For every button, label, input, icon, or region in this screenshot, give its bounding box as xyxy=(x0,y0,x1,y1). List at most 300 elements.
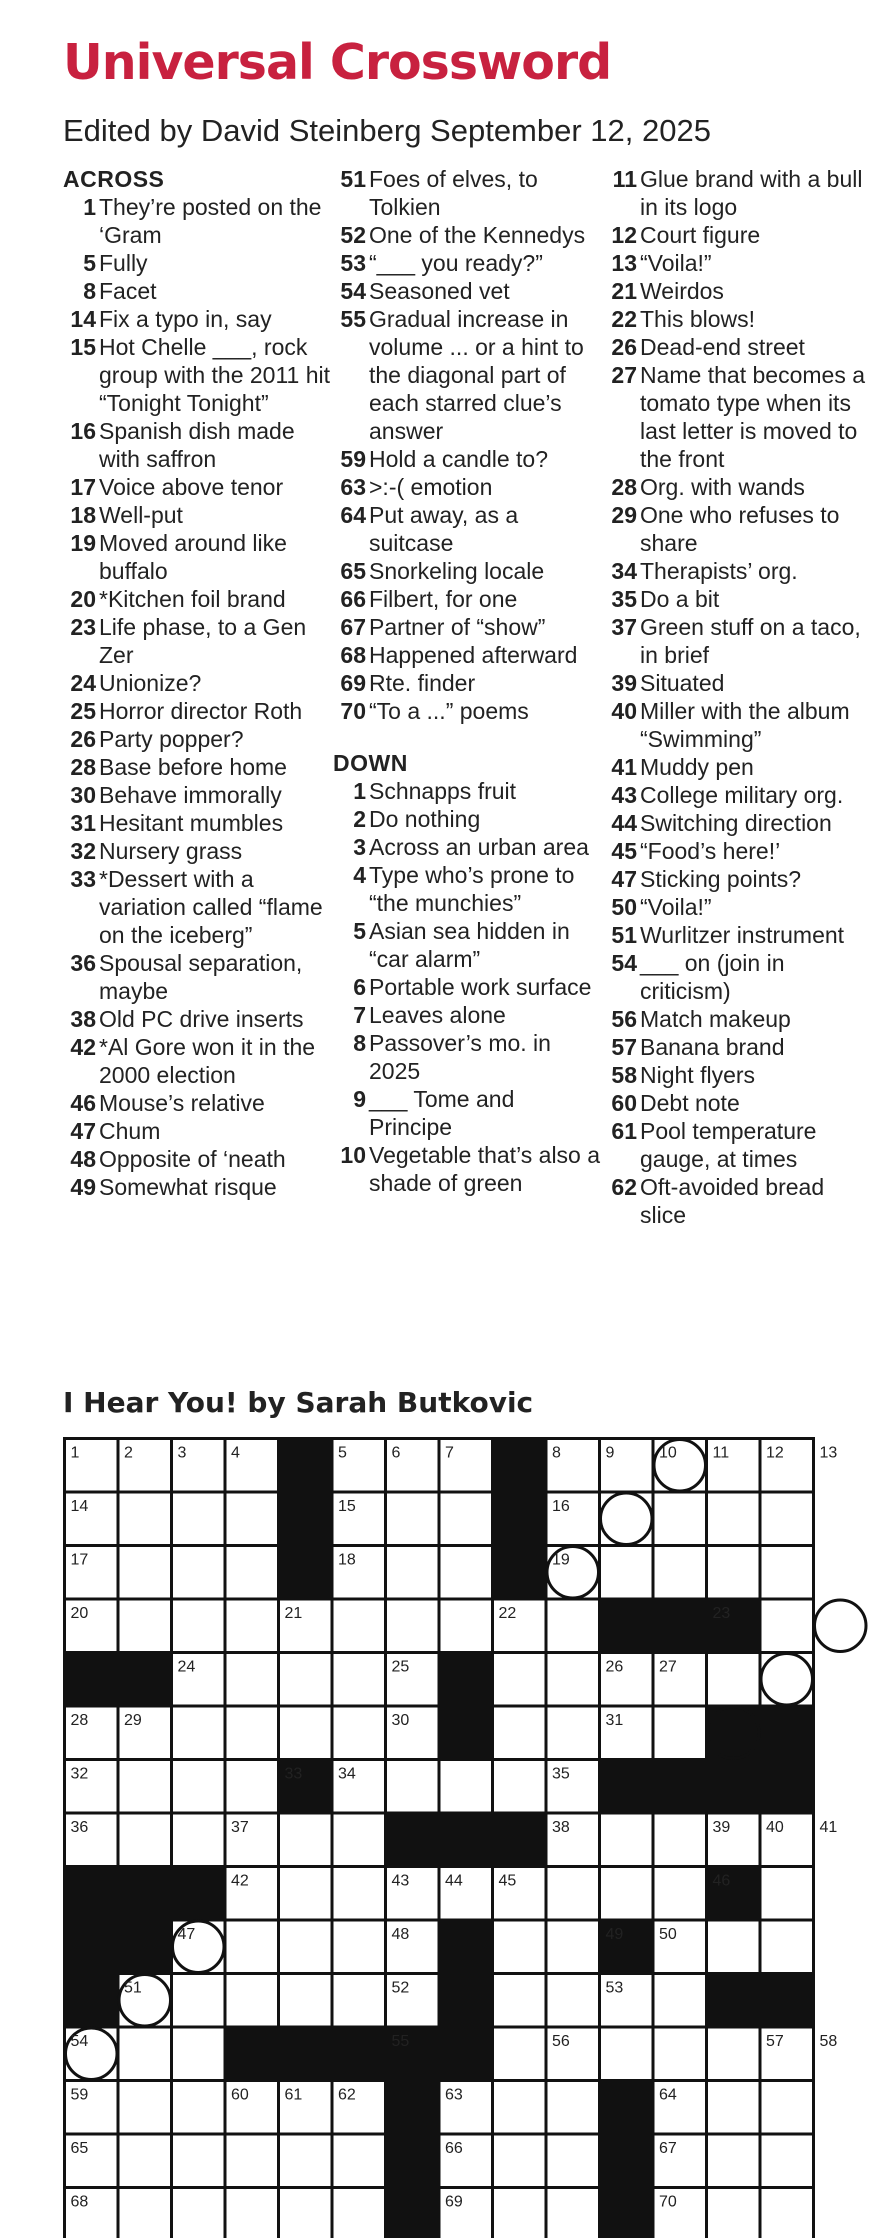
grid-cell[interactable] xyxy=(493,2027,547,2081)
grid-cell[interactable] xyxy=(707,1492,761,1546)
clue-text: Oft-avoided bread slice xyxy=(640,1174,825,1228)
grid-cell[interactable] xyxy=(653,1706,707,1760)
clue-text: Do a bit xyxy=(640,586,720,612)
clue-text: “To a ...” poems xyxy=(369,698,529,724)
clue-text: Life phase, to a Gen Zer xyxy=(99,614,307,668)
black-square xyxy=(279,1492,333,1546)
cell-number: 1 xyxy=(70,1444,80,1462)
grid-cell[interactable] xyxy=(760,1867,814,1921)
down-clue[interactable] xyxy=(604,865,871,893)
down-clue[interactable] xyxy=(333,1029,603,1085)
grid-cell[interactable] xyxy=(493,1653,547,1707)
clue-number: 43 xyxy=(611,782,637,808)
across-clue[interactable] xyxy=(333,305,603,445)
black-square xyxy=(707,1974,761,2028)
grid-cell[interactable] xyxy=(118,1813,172,1867)
clue-text: ___ on (join in criticism) xyxy=(640,950,785,1004)
clue-number: 1 xyxy=(83,194,96,220)
grid-cell[interactable] xyxy=(546,2188,600,2238)
clue-number: 69 xyxy=(340,670,366,696)
grid-cell[interactable] xyxy=(386,1492,440,1546)
clue-text: Mouse’s relative xyxy=(99,1090,265,1116)
down-clue[interactable] xyxy=(333,861,603,917)
clue-text: Do nothing xyxy=(369,806,481,832)
grid-cell[interactable] xyxy=(332,1920,386,1974)
grid-cell[interactable] xyxy=(172,1760,226,1814)
clue-text: Banana brand xyxy=(640,1034,785,1060)
down-clue[interactable] xyxy=(333,917,603,973)
cell-number: 45 xyxy=(498,1872,517,1890)
grid-cell[interactable] xyxy=(279,1813,333,1867)
across-clue[interactable] xyxy=(63,809,333,837)
grid-cell[interactable] xyxy=(386,1760,440,1814)
grid-cell[interactable] xyxy=(279,2134,333,2188)
grid-cell[interactable] xyxy=(225,1974,279,2028)
grid-cell[interactable] xyxy=(707,1920,761,1974)
cell-number: 8 xyxy=(552,1444,561,1462)
cell-number: 13 xyxy=(819,1444,838,1462)
down-clue[interactable] xyxy=(604,557,871,585)
grid-cell[interactable] xyxy=(707,2188,761,2238)
across-clue[interactable] xyxy=(63,949,333,1005)
down-clue[interactable] xyxy=(604,249,871,277)
cell-number: 10 xyxy=(659,1444,677,1462)
grid-cell[interactable] xyxy=(546,1653,600,1707)
across-clue[interactable] xyxy=(333,669,603,697)
grid-cell[interactable] xyxy=(707,1546,761,1600)
grid-cell[interactable] xyxy=(118,2134,172,2188)
down-clue[interactable] xyxy=(604,809,871,837)
clue-number: 68 xyxy=(340,642,366,668)
across-clue[interactable] xyxy=(333,165,603,221)
clue-number: 25 xyxy=(70,698,96,724)
down-clue[interactable] xyxy=(604,781,871,809)
grid-cell[interactable] xyxy=(439,1492,493,1546)
clue-number: 8 xyxy=(353,1030,366,1056)
down-clue[interactable] xyxy=(333,973,603,1001)
clue-number: 13 xyxy=(611,250,637,276)
across-list-part-1 xyxy=(63,193,333,1201)
down-list-part-1 xyxy=(333,777,603,1197)
across-clue[interactable] xyxy=(63,305,333,333)
clue-number: 58 xyxy=(611,1062,637,1088)
grid-cell[interactable] xyxy=(760,1920,814,1974)
clue-text: Gradual increase in volume ... or a hint to the diagonal part of each starred clue’s answer xyxy=(369,306,584,444)
cell-number: 24 xyxy=(177,1658,196,1676)
cell-number: 23 xyxy=(712,1605,731,1622)
cell-number: 61 xyxy=(284,2086,303,2104)
grid-cell[interactable] xyxy=(279,2188,333,2238)
grid-cell[interactable] xyxy=(225,1546,279,1600)
clue-text: Across an urban area xyxy=(369,834,589,860)
grid-cell[interactable] xyxy=(653,1813,707,1867)
black-square xyxy=(279,2027,333,2081)
down-clue[interactable] xyxy=(333,1085,603,1141)
grid-cell[interactable] xyxy=(172,2081,226,2135)
down-clue[interactable] xyxy=(604,697,871,753)
across-clue[interactable] xyxy=(63,697,333,725)
grid-cell[interactable] xyxy=(546,1920,600,1974)
black-square xyxy=(493,1546,547,1600)
grid-cell[interactable] xyxy=(279,1706,333,1760)
down-clue[interactable] xyxy=(604,305,871,333)
down-clue[interactable] xyxy=(604,277,871,305)
down-clue[interactable] xyxy=(333,805,603,833)
clue-text: “Food’s here!’ xyxy=(640,838,781,864)
grid-cell[interactable] xyxy=(493,2188,547,2238)
black-square xyxy=(279,1439,333,1493)
grid-cell[interactable] xyxy=(118,1760,172,1814)
across-clue[interactable] xyxy=(63,277,333,305)
across-clue[interactable] xyxy=(63,837,333,865)
clue-number: 17 xyxy=(70,474,96,500)
black-square xyxy=(65,1920,119,1974)
grid-cell[interactable] xyxy=(172,1813,226,1867)
clue-number: 2 xyxy=(353,806,366,832)
cell-number: 29 xyxy=(124,1712,142,1729)
cell-number: 46 xyxy=(712,1872,731,1890)
grid-cell[interactable] xyxy=(118,2188,172,2238)
black-square xyxy=(118,1920,172,1974)
across-clue[interactable] xyxy=(63,529,333,585)
down-clue[interactable] xyxy=(604,585,871,613)
across-clue[interactable] xyxy=(333,557,603,585)
down-clue[interactable] xyxy=(333,833,603,861)
grid-cell[interactable] xyxy=(760,1492,814,1546)
clue-number: 29 xyxy=(611,502,637,528)
clue-number: 55 xyxy=(340,306,366,332)
black-square xyxy=(332,2027,386,2081)
grid-cell[interactable] xyxy=(172,2188,226,2238)
clue-text: Wurlitzer instrument xyxy=(640,922,845,948)
cell-number: 69 xyxy=(445,2193,463,2211)
clue-number: 14 xyxy=(70,306,96,332)
clue-text: “Voila!” xyxy=(640,250,712,276)
across-clue[interactable] xyxy=(63,417,333,473)
down-clue[interactable] xyxy=(604,165,871,221)
clue-text: Party popper? xyxy=(99,726,244,752)
across-clue[interactable] xyxy=(63,725,333,753)
black-square xyxy=(600,2134,654,2188)
black-square xyxy=(172,1867,226,1921)
across-clue[interactable] xyxy=(63,1145,333,1173)
clue-text: Filbert, for one xyxy=(369,586,518,612)
across-list-part-2 xyxy=(333,165,603,725)
grid-cell[interactable] xyxy=(493,2081,547,2135)
across-clue[interactable] xyxy=(63,1089,333,1117)
across-clue[interactable] xyxy=(63,613,333,669)
grid-cell[interactable] xyxy=(172,2027,226,2081)
grid-cell[interactable] xyxy=(493,1760,547,1814)
grid-cell[interactable] xyxy=(439,1760,493,1814)
clue-text: Well-put xyxy=(99,502,183,528)
clue-number: 5 xyxy=(353,918,366,944)
black-square xyxy=(653,1760,707,1814)
across-clue[interactable] xyxy=(63,781,333,809)
across-clue[interactable] xyxy=(63,193,333,249)
grid-cell[interactable] xyxy=(439,1546,493,1600)
grid-cell[interactable] xyxy=(118,2027,172,2081)
across-clue[interactable] xyxy=(63,501,333,529)
clue-text: Asian sea hidden in “car alarm” xyxy=(369,918,570,972)
cell-number: 33 xyxy=(284,1765,303,1783)
clue-number: 50 xyxy=(611,894,637,920)
grid-cell[interactable] xyxy=(172,1492,226,1546)
grid-cell[interactable] xyxy=(225,1653,279,1707)
across-clue[interactable] xyxy=(333,249,603,277)
clue-number: 10 xyxy=(340,1142,366,1168)
across-clue[interactable] xyxy=(63,1117,333,1145)
cell-number: 9 xyxy=(605,1444,615,1462)
grid-cell[interactable] xyxy=(439,1599,493,1653)
clue-number: 44 xyxy=(611,810,637,836)
grid-cell[interactable] xyxy=(332,1974,386,2028)
black-square xyxy=(600,1760,654,1814)
cell-number: 38 xyxy=(552,1819,570,1836)
grid-cell[interactable] xyxy=(332,1706,386,1760)
clue-number: 54 xyxy=(611,950,637,976)
down-clue[interactable] xyxy=(604,1173,871,1229)
down-clue[interactable] xyxy=(604,221,871,249)
clue-text: Base before home xyxy=(99,754,287,780)
grid-cell[interactable] xyxy=(172,1599,226,1653)
across-clue[interactable] xyxy=(333,473,603,501)
down-clue[interactable] xyxy=(604,473,871,501)
grid-cell[interactable] xyxy=(546,1867,600,1921)
grid-cell[interactable] xyxy=(653,1867,707,1921)
grid-cell[interactable] xyxy=(707,2081,761,2135)
clue-number: 9 xyxy=(353,1086,366,1112)
clue-number: 39 xyxy=(611,670,637,696)
cell-number: 67 xyxy=(659,2140,677,2157)
grid-cell[interactable] xyxy=(653,1546,707,1600)
across-clue[interactable] xyxy=(333,585,603,613)
grid-cell[interactable] xyxy=(707,2134,761,2188)
grid-cell[interactable] xyxy=(707,2027,761,2081)
grid-cell[interactable] xyxy=(707,1653,761,1707)
down-clue[interactable] xyxy=(604,921,871,949)
circled-cell-marker xyxy=(815,1600,867,1652)
cell-number: 70 xyxy=(659,2193,677,2211)
down-clue[interactable] xyxy=(604,501,871,557)
down-clue[interactable] xyxy=(604,1061,871,1089)
clue-text: Put away, as a suitcase xyxy=(369,502,519,556)
across-clue[interactable] xyxy=(63,1005,333,1033)
cell-number: 26 xyxy=(605,1658,624,1676)
down-clue[interactable] xyxy=(604,949,871,1005)
editor-byline: Edited by David Steinberg September 12, 2025 xyxy=(63,113,711,148)
clue-number: 61 xyxy=(611,1118,637,1144)
grid-cell[interactable] xyxy=(760,1546,814,1600)
grid-cell[interactable] xyxy=(546,1706,600,1760)
grid-cell[interactable] xyxy=(493,1920,547,1974)
across-clue[interactable] xyxy=(333,613,603,641)
grid-cell[interactable] xyxy=(332,1653,386,1707)
down-clue[interactable] xyxy=(604,1033,871,1061)
across-clue[interactable] xyxy=(63,1173,333,1201)
clue-number: 52 xyxy=(340,222,366,248)
grid-cell[interactable] xyxy=(225,1599,279,1653)
grid-cell[interactable] xyxy=(600,1867,654,1921)
clue-text: Portable work surface xyxy=(369,974,592,1000)
clue-number: 37 xyxy=(611,614,637,640)
across-clue[interactable] xyxy=(333,277,603,305)
grid-cell[interactable] xyxy=(332,1599,386,1653)
clue-text: One who refuses to share xyxy=(640,502,840,556)
black-square xyxy=(118,1867,172,1921)
across-clue[interactable] xyxy=(333,641,603,669)
grid-cell[interactable] xyxy=(600,1813,654,1867)
down-clue[interactable] xyxy=(604,613,871,669)
cell-number: 48 xyxy=(391,1926,410,1943)
clue-number: 33 xyxy=(70,866,96,892)
clue-text: Spousal separation, maybe xyxy=(99,950,303,1004)
clue-number: 53 xyxy=(340,250,366,276)
grid-cell[interactable] xyxy=(653,1974,707,2028)
across-clue[interactable] xyxy=(63,585,333,613)
grid-cell[interactable] xyxy=(225,1920,279,1974)
grid-cell[interactable] xyxy=(172,1974,226,2028)
clue-number: 67 xyxy=(340,614,366,640)
grid-cell[interactable] xyxy=(279,1974,333,2028)
across-clue[interactable] xyxy=(333,501,603,557)
grid-cell[interactable] xyxy=(386,1546,440,1600)
grid-cell[interactable] xyxy=(172,2134,226,2188)
down-clue[interactable] xyxy=(604,1005,871,1033)
grid-cell[interactable] xyxy=(118,1492,172,1546)
clue-number: 38 xyxy=(70,1006,96,1032)
grid-cell[interactable] xyxy=(653,2027,707,2081)
clue-text: Sticking points? xyxy=(640,866,802,892)
clue-text: Hesitant mumbles xyxy=(99,810,284,836)
grid-cell[interactable] xyxy=(546,1974,600,2028)
grid-cell[interactable] xyxy=(332,2134,386,2188)
grid-cell[interactable] xyxy=(279,1653,333,1707)
grid-cell[interactable] xyxy=(600,2027,654,2081)
black-square xyxy=(118,1653,172,1707)
across-clue[interactable] xyxy=(63,865,333,949)
grid-cell[interactable] xyxy=(653,1492,707,1546)
across-clue[interactable] xyxy=(333,697,603,725)
grid-cell[interactable] xyxy=(279,1867,333,1921)
cell-number: 60 xyxy=(231,2086,249,2104)
black-square xyxy=(65,1867,119,1921)
clue-number: 46 xyxy=(70,1090,96,1116)
cell-number: 30 xyxy=(391,1712,410,1729)
clue-text: Schnapps fruit xyxy=(369,778,517,804)
clue-text: Voice above tenor xyxy=(99,474,284,500)
grid-cell[interactable] xyxy=(546,2081,600,2135)
across-clue[interactable] xyxy=(63,753,333,781)
grid-cell[interactable] xyxy=(760,2188,814,2238)
cell-number: 59 xyxy=(70,2086,89,2104)
clue-text: Nursery grass xyxy=(99,838,243,864)
down-clue[interactable] xyxy=(604,1117,871,1173)
across-clue[interactable] xyxy=(333,221,603,249)
down-clue[interactable] xyxy=(604,669,871,697)
clue-text: Pool temperature gauge, at times xyxy=(640,1118,817,1172)
cell-number: 51 xyxy=(124,1979,142,1997)
down-clue[interactable] xyxy=(333,1141,603,1197)
clue-number: 57 xyxy=(611,1034,637,1060)
clue-text: Partner of “show” xyxy=(369,614,546,640)
grid-cell[interactable] xyxy=(279,1920,333,1974)
grid-cell[interactable] xyxy=(225,2134,279,2188)
grid-cell[interactable] xyxy=(386,1599,440,1653)
across-clue[interactable] xyxy=(63,473,333,501)
across-clue[interactable] xyxy=(63,249,333,277)
down-clue[interactable] xyxy=(604,333,871,361)
grid-cell[interactable] xyxy=(760,1599,814,1653)
cell-number: 25 xyxy=(391,1658,410,1676)
grid-cell[interactable] xyxy=(600,1546,654,1600)
cell-number: 36 xyxy=(70,1819,89,1836)
grid-cell[interactable] xyxy=(546,1599,600,1653)
grid-cell[interactable] xyxy=(225,2188,279,2238)
cell-number: 27 xyxy=(659,1658,677,1676)
across-clue[interactable] xyxy=(63,1033,333,1089)
clue-number: 60 xyxy=(611,1090,637,1116)
across-clue[interactable] xyxy=(63,669,333,697)
clue-number: 32 xyxy=(70,838,96,864)
down-clue[interactable] xyxy=(604,361,871,473)
grid-cell[interactable] xyxy=(118,1599,172,1653)
grid-cell[interactable] xyxy=(546,2134,600,2188)
down-clue[interactable] xyxy=(604,837,871,865)
grid-cell[interactable] xyxy=(225,1706,279,1760)
clue-text: Moved around like buffalo xyxy=(99,530,287,584)
cell-number: 34 xyxy=(338,1765,356,1783)
grid-cell[interactable] xyxy=(760,2081,814,2135)
clue-column-3 xyxy=(604,165,871,1229)
grid-cell[interactable] xyxy=(118,1546,172,1600)
grid-cell[interactable] xyxy=(225,1760,279,1814)
down-clue[interactable] xyxy=(604,1089,871,1117)
crossword-grid[interactable] xyxy=(63,1437,871,2238)
black-square xyxy=(707,1760,761,1814)
grid-cell[interactable] xyxy=(172,1546,226,1600)
grid-cell[interactable] xyxy=(493,1974,547,2028)
clue-number: 6 xyxy=(353,974,366,1000)
grid-cell[interactable] xyxy=(332,1867,386,1921)
grid-cell[interactable] xyxy=(225,1492,279,1546)
clue-text: Match makeup xyxy=(640,1006,791,1032)
clue-text: Miller with the album “Swimming” xyxy=(640,698,850,752)
grid-cell[interactable] xyxy=(493,1706,547,1760)
grid-cell[interactable] xyxy=(493,2134,547,2188)
cell-number: 55 xyxy=(391,2033,410,2050)
grid-cell[interactable] xyxy=(172,1706,226,1760)
across-clue[interactable] xyxy=(333,445,603,473)
down-clue[interactable] xyxy=(333,777,603,805)
down-clue[interactable] xyxy=(604,893,871,921)
grid-cell[interactable] xyxy=(760,2134,814,2188)
cell-number: 58 xyxy=(819,2033,838,2050)
grid-cell[interactable] xyxy=(332,1813,386,1867)
grid-cell[interactable] xyxy=(332,2188,386,2238)
across-clue[interactable] xyxy=(63,333,333,417)
clue-number: 66 xyxy=(340,586,366,612)
down-clue[interactable] xyxy=(333,1001,603,1029)
clue-text: This blows! xyxy=(640,306,756,332)
clue-text: Seasoned vet xyxy=(369,278,510,304)
black-square xyxy=(493,1439,547,1493)
clue-number: 1 xyxy=(353,778,366,804)
cell-number: 2 xyxy=(124,1444,133,1462)
clue-text: “___ you ready?” xyxy=(369,250,543,276)
down-clue[interactable] xyxy=(604,753,871,781)
grid-cell[interactable] xyxy=(118,2081,172,2135)
